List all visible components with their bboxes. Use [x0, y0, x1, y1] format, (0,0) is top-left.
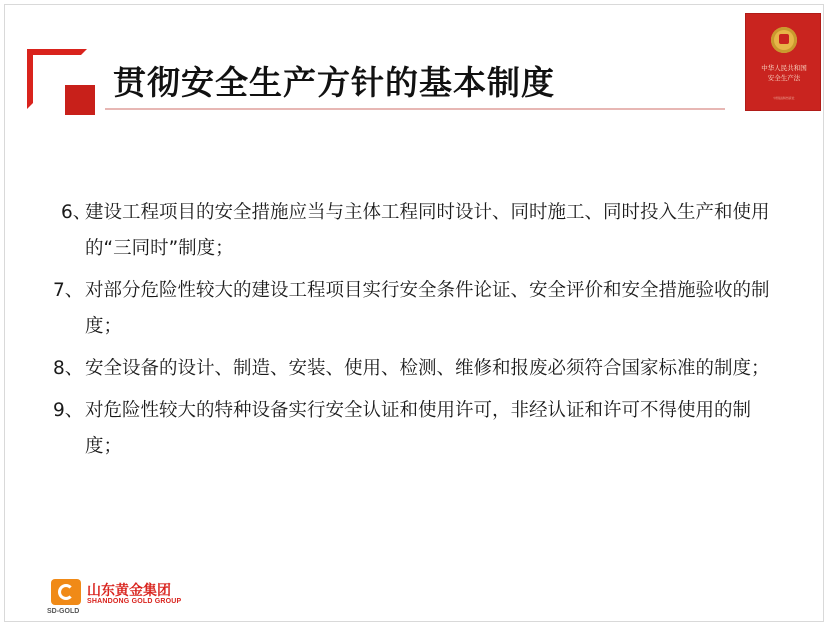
- title-decoration: [27, 49, 95, 117]
- logo-abbreviation: SD-GOLD: [47, 608, 80, 615]
- list-item-number: 8、: [53, 358, 84, 379]
- book-title-line1: 中华人民共和国: [761, 64, 807, 72]
- list-item: [45, 273, 785, 345]
- list-item-number: 7、: [53, 280, 84, 301]
- list-item: [45, 195, 785, 267]
- book-publisher: 中国法制出版社: [773, 96, 795, 100]
- list-item: [45, 351, 785, 387]
- list-item: [45, 393, 785, 465]
- national-emblem-icon: [771, 27, 797, 53]
- list-item-number: 9、: [53, 400, 84, 421]
- slide: [4, 4, 824, 622]
- title-underline: [105, 108, 725, 110]
- regulation-list: [45, 195, 785, 471]
- law-book-cover-image: [745, 13, 821, 111]
- list-item-text: 安全设备的设计、制造、安装、使用、检测、维修和报废必须符合国家标准的制度；: [85, 358, 770, 379]
- list-item-text: 对部分危险性较大的建设工程项目实行安全条件论证、安全评价和安全措施验收的制度；: [85, 280, 770, 337]
- list-item-text: 对危险性较大的特种设备实行安全认证和使用许可，非经认证和许可不得使用的制度；: [85, 400, 752, 457]
- logo-mark-icon: [51, 579, 81, 605]
- list-item-text: 建设工程项目的安全措施应当与主体工程同时设计、同时施工、同时投入生产和使用的“三同时”制度；: [85, 202, 770, 259]
- slide-title: 贯彻安全生产方针的基本制度: [113, 63, 555, 102]
- book-title-line2: 安全生产法: [767, 74, 801, 82]
- company-logo: [47, 577, 207, 619]
- logo-chinese-name: 山东黄金集团: [87, 583, 171, 599]
- list-item-number: 6、: [61, 202, 92, 223]
- logo-english-name: SHANDONG GOLD GROUP: [87, 598, 182, 605]
- title-decoration-square: [65, 85, 95, 115]
